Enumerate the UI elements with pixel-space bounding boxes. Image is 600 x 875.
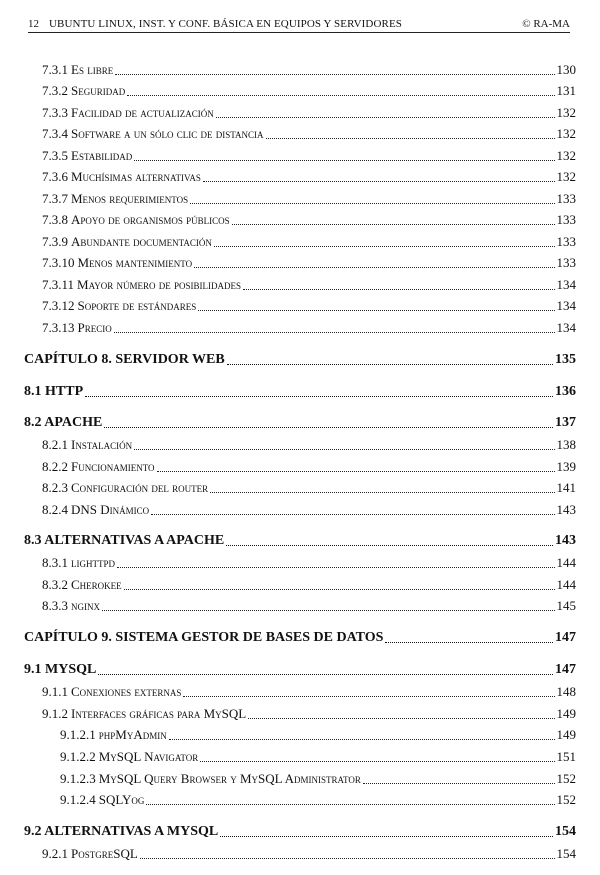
dot-leader — [363, 771, 555, 784]
dot-leader — [385, 630, 553, 643]
dot-leader — [124, 577, 555, 590]
toc-entry: 7.3.1 Es libre 130 — [42, 62, 576, 77]
toc-chapter: CAPÍTULO 8. SERVIDOR WEB 135 — [24, 352, 576, 367]
dot-leader — [220, 824, 553, 837]
toc-entry: 8.2.4 DNS Dinámico 143 — [42, 502, 576, 517]
dot-leader — [134, 437, 554, 450]
toc-entry: 8.2.2 Funcionamiento 139 — [42, 459, 576, 474]
dot-leader — [140, 846, 555, 859]
toc-entry: 8.2.1 Instalación 138 — [42, 437, 576, 452]
dot-leader — [114, 320, 555, 333]
dot-leader — [190, 191, 554, 204]
dot-leader — [127, 83, 554, 96]
dot-leader — [157, 459, 555, 472]
dot-leader — [198, 298, 554, 311]
dot-leader — [183, 684, 554, 697]
toc-entry: 7.3.10 Menos mantenimiento 133 — [42, 255, 576, 270]
page-number: 12 — [28, 18, 39, 30]
toc-entry: 7.3.5 Estabilidad 132 — [42, 148, 576, 163]
dot-leader — [214, 234, 555, 247]
toc-entry: 9.1.1 Conexiones externas 148 — [42, 684, 576, 699]
toc-section: 8.3 ALTERNATIVAS A APACHE 143 — [24, 533, 576, 548]
toc-entry: 9.1.2.2 MySQL Navigator 151 — [60, 749, 576, 764]
running-header — [28, 10, 570, 33]
toc-section: 9.1 MYSQL 147 — [24, 662, 576, 677]
toc-entry: 9.1.2 Interfaces gráficas para MySQL 149 — [42, 706, 576, 721]
dot-leader — [210, 480, 554, 493]
toc-entry: 8.2.3 Configuración del router 141 — [42, 480, 576, 495]
dot-leader — [146, 792, 554, 805]
dot-leader — [115, 62, 554, 75]
toc-entry: 7.3.8 Apoyo de organismos públicos 133 — [42, 212, 576, 227]
toc-entry: 7.3.6 Muchísimas alternativas 132 — [42, 169, 576, 184]
dot-leader — [216, 105, 555, 118]
toc-entry: 7.3.2 Seguridad 131 — [42, 83, 576, 98]
dot-leader — [243, 277, 554, 290]
toc-entry: 7.3.9 Abundante documentación 133 — [42, 234, 576, 249]
toc-entry: 7.3.11 Mayor número de posibilidades 134 — [42, 277, 576, 292]
dot-leader — [117, 555, 555, 568]
toc-entry: 8.3.1 lighttpd 144 — [42, 555, 576, 570]
toc-entry: 9.1.2.1 phpMyAdmin 149 — [60, 727, 576, 742]
toc-entry: 7.3.3 Facilidad de actualización 132 — [42, 105, 576, 120]
dot-leader — [104, 415, 553, 428]
dot-leader — [226, 533, 553, 546]
dot-leader — [232, 212, 555, 225]
dot-leader — [98, 662, 553, 675]
toc-entry: 7.3.12 Soporte de estándares 134 — [42, 298, 576, 313]
running-title: UBUNTU LINUX, INST. Y CONF. BÁSICA EN EQUIPOS Y SERVIDORES — [49, 18, 402, 30]
dot-leader — [134, 148, 554, 161]
dot-leader — [169, 727, 555, 740]
toc-entry: 7.3.13 Precio 134 — [42, 320, 576, 335]
toc-section: 9.2 ALTERNATIVAS A MYSQL 154 — [24, 824, 576, 839]
toc-entry: 8.3.3 nginx 145 — [42, 598, 576, 613]
toc-section: 8.2 APACHE 137 — [24, 415, 576, 430]
toc-entry: 7.3.4 Software a un sólo clic de distancia 132 — [42, 126, 576, 141]
dot-leader — [203, 169, 555, 182]
dot-leader — [227, 352, 553, 365]
toc-entry: 9.1.2.4 SQLYog 152 — [60, 792, 576, 807]
dot-leader — [266, 126, 555, 139]
toc-entry: 8.3.2 Cherokee 144 — [42, 577, 576, 592]
dot-leader — [200, 749, 554, 762]
toc-entry: 9.2.1 PostgreSQL 154 — [42, 846, 576, 861]
dot-leader — [151, 502, 554, 515]
toc-entry: 9.1.2.3 MySQL Query Browser y MySQL Administrator 152 — [60, 771, 576, 786]
dot-leader — [85, 384, 553, 397]
publisher-mark: © RA-MA — [522, 18, 570, 30]
toc-section: 8.1 HTTP 136 — [24, 384, 576, 399]
toc-entry: 7.3.7 Menos requerimientos 133 — [42, 191, 576, 206]
dot-leader — [102, 598, 555, 611]
toc-chapter: CAPÍTULO 9. SISTEMA GESTOR DE BASES DE DATOS 147 — [24, 630, 576, 645]
dot-leader — [248, 706, 554, 719]
dot-leader — [194, 255, 554, 268]
